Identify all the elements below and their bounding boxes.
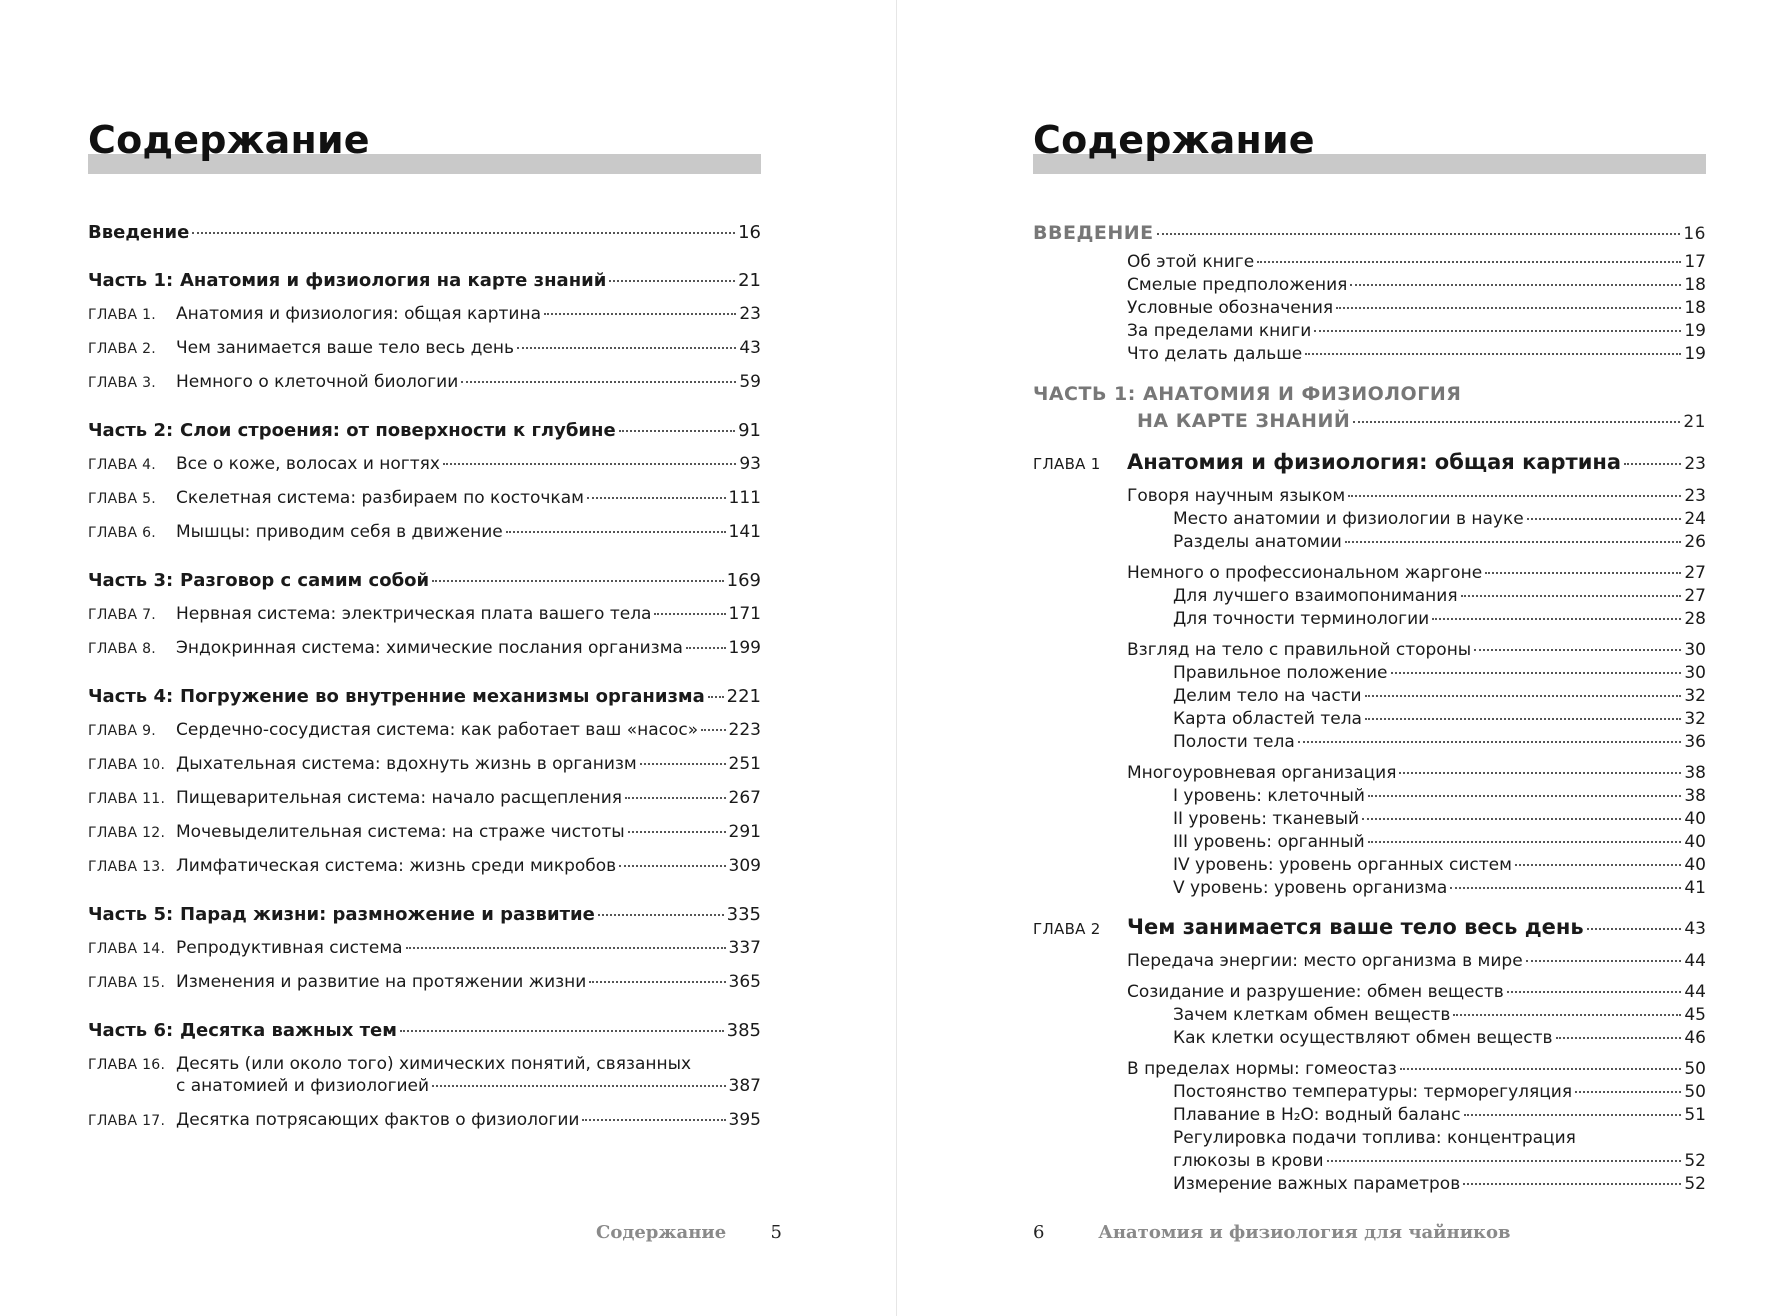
toc-chapter-title: Репродуктивная система — [176, 938, 403, 958]
toc-part[interactable] — [88, 270, 761, 304]
toc-chapter-title: Мышцы: приводим себя в движение — [176, 522, 503, 542]
leader-dots — [1432, 618, 1681, 620]
part-label: Часть 6: — [88, 1020, 174, 1041]
section-item-title: Созидание и разрушение: обмен веществ — [1127, 982, 1504, 1002]
left-footer — [596, 1222, 782, 1243]
chapter-label: ГЛАВА 13. — [88, 859, 166, 875]
toc-chapter-page: 199 — [728, 638, 761, 658]
toc-chapter[interactable] — [88, 638, 761, 672]
leader-dots — [1157, 233, 1681, 235]
subsection-item-page: 52 — [1684, 1174, 1706, 1194]
intro-item-page: 19 — [1684, 321, 1706, 341]
section-item-page: 38 — [1684, 763, 1706, 783]
subsection-item-title: Полости тела — [1173, 732, 1295, 752]
toc-part-title: Анатомия и физиология на карте знаний — [180, 270, 607, 291]
toc-chapter-page: 291 — [728, 822, 761, 842]
intro-item[interactable] — [1033, 321, 1706, 344]
right-footer-title: Анатомия и физиология для чайников — [1098, 1222, 1511, 1243]
toc-chapter-page: 223 — [728, 720, 761, 740]
subsection-item-title: Для лучшего взаимопонимания — [1173, 586, 1458, 606]
toc-chapter[interactable] — [88, 304, 761, 338]
subsection-item[interactable] — [1033, 809, 1706, 832]
toc-part-title: Парад жизни: размножение и развитие — [180, 904, 595, 925]
leader-dots — [1368, 795, 1681, 797]
leader-dots — [1464, 1114, 1682, 1116]
chapter2-title: Чем занимается ваше тело весь день — [1127, 915, 1584, 939]
leader-dots — [443, 463, 736, 465]
chapter-label: ГЛАВА 5. — [88, 491, 157, 507]
subsection-item-page: 26 — [1684, 532, 1706, 552]
leader-dots — [1298, 741, 1682, 743]
toc-chapter-title: Десятка потрясающих фактов о физиологии — [176, 1110, 580, 1130]
part1-line2: НА КАРТЕ ЗНАНИЙ — [1137, 410, 1351, 432]
subsection-item[interactable] — [1033, 1151, 1706, 1174]
toc-chapter[interactable] — [88, 372, 761, 406]
part-label: Часть 4: — [88, 686, 174, 707]
leader-dots — [544, 313, 736, 315]
subsection-item[interactable] — [1033, 855, 1706, 878]
chapter1-title: Анатомия и физиология: общая картина — [1127, 450, 1622, 474]
subsection-item-page: 27 — [1684, 586, 1706, 606]
chapter-line2 — [88, 1076, 761, 1110]
leader-dots — [625, 797, 726, 799]
toc-chapter[interactable] — [88, 454, 761, 488]
subsection-line1[interactable]: Регулировка подачи топлива: концентрация — [1173, 1128, 1576, 1148]
leader-dots — [619, 865, 725, 867]
leader-dots — [589, 981, 725, 983]
toc-chapter-page: 365 — [728, 972, 761, 992]
right-heading — [1033, 118, 1706, 182]
leader-dots — [461, 381, 736, 383]
intro-item[interactable] — [1033, 344, 1706, 367]
toc-chapter[interactable] — [88, 938, 761, 972]
chapter-label: ГЛАВА 17. — [88, 1113, 166, 1129]
subsection-item[interactable] — [1033, 786, 1706, 809]
toc-part1-caps[interactable] — [1033, 383, 1706, 440]
subsection-item[interactable] — [1033, 686, 1706, 709]
subsection-item-page: 36 — [1684, 732, 1706, 752]
leader-dots — [1453, 1014, 1681, 1016]
toc-part-title: Десятка важных тем — [180, 1020, 397, 1041]
toc-chapter-page: 111 — [728, 488, 761, 508]
toc-chapter-page: 251 — [728, 754, 761, 774]
subsection-item-title: Как клетки осуществляют обмен веществ — [1173, 1028, 1553, 1048]
subsection-item[interactable] — [1033, 1174, 1706, 1197]
subsection-item-page: 40 — [1684, 809, 1706, 829]
subsection-item[interactable] — [1033, 709, 1706, 732]
chapter2-label: ГЛАВА 2 — [1033, 920, 1101, 938]
chapter-label: ГЛАВА 7. — [88, 607, 157, 623]
subsection-item-title: глюкозы в крови — [1173, 1151, 1324, 1171]
intro-item[interactable] — [1033, 275, 1706, 298]
subsection-item-title: V уровень: уровень организма — [1173, 878, 1448, 898]
toc-chapter[interactable] — [88, 788, 761, 822]
leader-dots — [432, 1085, 725, 1087]
subsection-item[interactable] — [1033, 509, 1706, 532]
chapter-label: ГЛАВА 3. — [88, 375, 157, 391]
toc-part[interactable] — [88, 420, 761, 454]
toc-chapter-title: Все о коже, волосах и ногтях — [176, 454, 440, 474]
chapter1-sections — [1033, 486, 1792, 901]
toc-intro-caps-page: 16 — [1683, 224, 1706, 244]
chapter-label: ГЛАВА 11. — [88, 791, 166, 807]
subsection-item-title: Плавание в H₂O: водный баланс — [1173, 1105, 1461, 1125]
subsection-item-page: 52 — [1684, 1151, 1706, 1171]
subsection-item-page: 28 — [1684, 609, 1706, 629]
leader-dots — [1365, 695, 1682, 697]
right-page-title: Содержание — [1033, 118, 1315, 162]
toc-part-page: 221 — [726, 686, 761, 707]
toc-part[interactable] — [88, 904, 761, 938]
intro-item[interactable] — [1033, 252, 1706, 275]
part1-line1: ЧАСТЬ 1: АНАТОМИЯ И ФИЗИОЛОГИЯ — [1033, 383, 1462, 405]
section-item[interactable] — [1033, 640, 1706, 663]
toc-chapter[interactable] — [88, 1110, 761, 1144]
toc-chapter-title: Сердечно-сосудистая система: как работает ваш «насос» — [176, 720, 699, 740]
subsection-item-page: 50 — [1684, 1082, 1706, 1102]
subsection-item-title: Правильное положение — [1173, 663, 1388, 683]
section-item[interactable] — [1033, 486, 1706, 509]
section-item-page: 50 — [1684, 1059, 1706, 1079]
toc-chapter[interactable] — [88, 822, 761, 856]
subsection-item-page: 46 — [1684, 1028, 1706, 1048]
section-item-page: 44 — [1684, 951, 1706, 971]
subsection-item[interactable] — [1033, 1005, 1706, 1028]
intro-item-page: 18 — [1684, 275, 1706, 295]
toc-chapter-page: 59 — [739, 372, 761, 392]
leader-dots — [1391, 672, 1682, 674]
leader-dots — [1527, 518, 1682, 520]
toc-chapter-title: Нервная система: электрическая плата вашего тела — [176, 604, 652, 624]
section-item-title: Взгляд на тело с правильной стороны — [1127, 640, 1472, 660]
leader-dots — [1314, 330, 1681, 332]
leader-dots — [1463, 1183, 1681, 1185]
intro-item-title: Об этой книге — [1127, 252, 1255, 272]
leader-dots — [406, 947, 726, 949]
subsection-item[interactable] — [1033, 732, 1706, 755]
toc-chapter[interactable] — [88, 604, 761, 638]
leader-dots — [701, 729, 725, 731]
section-item[interactable] — [1033, 951, 1706, 974]
toc-chapter[interactable] — [88, 488, 761, 522]
toc-chapter[interactable] — [88, 1054, 761, 1110]
toc-chapter[interactable] — [88, 522, 761, 556]
toc-part-page: 21 — [738, 270, 761, 291]
chapter-title-line2: с анатомией и физиологией — [176, 1076, 430, 1096]
toc-chapter-page: 309 — [728, 856, 761, 876]
right-page — [896, 0, 1792, 1316]
subsection-item-title: III уровень: органный — [1173, 832, 1365, 852]
leader-dots — [640, 763, 726, 765]
toc-chapter-page: 93 — [739, 454, 761, 474]
toc-part[interactable] — [88, 1020, 761, 1054]
toc-chapter-title: Эндокринная система: химические послания организма — [176, 638, 683, 658]
section-item-page: 44 — [1684, 982, 1706, 1002]
subsection-item-title: Измерение важных параметров — [1173, 1174, 1461, 1194]
leader-dots — [1368, 841, 1682, 843]
toc-chapter-title: Чем занимается ваше тело весь день — [176, 338, 515, 358]
leader-dots — [1526, 960, 1682, 962]
subsection-item[interactable] — [1033, 586, 1706, 609]
toc-chapter-title: Дыхательная система: вдохнуть жизнь в организм — [176, 754, 637, 774]
chapter-label: ГЛАВА 14. — [88, 941, 166, 957]
chapter-page: 387 — [728, 1076, 761, 1096]
toc-part-title: Слои строения: от поверхности к глубине — [180, 420, 616, 441]
chapter-line1 — [88, 1054, 761, 1076]
chapter-label: ГЛАВА 2. — [88, 341, 157, 357]
toc-chapter-page: 337 — [728, 938, 761, 958]
toc-chapter-title: Скелетная система: разбираем по косточкам — [176, 488, 584, 508]
subsection-item[interactable] — [1033, 532, 1706, 555]
subsection-item-title: II уровень: тканевый — [1173, 809, 1360, 829]
leader-dots — [587, 497, 726, 499]
leader-dots — [1345, 541, 1682, 543]
leader-dots — [609, 280, 735, 282]
section-item-page: 30 — [1684, 640, 1706, 660]
left-footer-title: Содержание — [596, 1222, 727, 1243]
leader-dots — [506, 531, 726, 533]
toc-chapter-page: 23 — [739, 304, 761, 324]
leader-dots — [619, 430, 735, 432]
chapter1-label: ГЛАВА 1 — [1033, 455, 1101, 473]
leader-dots — [1507, 991, 1682, 993]
toc-chapter-page: 267 — [728, 788, 761, 808]
part1-page: 21 — [1683, 412, 1706, 432]
toc-intro-title: Введение — [88, 222, 190, 243]
left-page-title: Содержание — [88, 118, 370, 162]
leader-dots — [192, 232, 735, 234]
subsection-item[interactable] — [1033, 1105, 1706, 1128]
leader-dots — [1399, 772, 1681, 774]
subsection-item-page: 45 — [1684, 1005, 1706, 1025]
chapter-label: ГЛАВА 9. — [88, 723, 157, 739]
intro-items — [1033, 252, 1792, 367]
leader-dots — [1556, 1037, 1682, 1039]
subsection-item[interactable] — [1033, 609, 1706, 632]
part-label: Часть 1: — [88, 270, 174, 291]
subsection-item[interactable] — [1033, 1082, 1706, 1105]
left-heading — [88, 118, 761, 182]
toc-chapter-page: 171 — [728, 604, 761, 624]
section-item[interactable] — [1033, 982, 1706, 1005]
toc-parts — [88, 270, 896, 1144]
intro-item-page: 18 — [1684, 298, 1706, 318]
chapter-label: ГЛАВА 1. — [88, 307, 157, 323]
toc-part-page: 91 — [738, 420, 761, 441]
leader-dots — [708, 696, 724, 698]
leader-dots — [654, 613, 725, 615]
leader-dots — [1485, 572, 1681, 574]
subsection-item-page: 24 — [1684, 509, 1706, 529]
toc-chapter-title: Изменения и развитие на протяжении жизни — [176, 972, 587, 992]
toc-chapter-title: Лимфатическая система: жизнь среди микробов — [176, 856, 617, 876]
leader-dots — [628, 831, 726, 833]
subsection-item[interactable] — [1033, 1028, 1706, 1051]
subsection-item-page: 30 — [1684, 663, 1706, 683]
toc-part-page: 385 — [726, 1020, 761, 1041]
leader-dots — [1587, 928, 1682, 930]
toc-part-page: 169 — [726, 570, 761, 591]
chapter-title-line1: Десять (или около того) химических понятий, связанных — [176, 1054, 692, 1074]
right-footer — [1033, 1222, 1511, 1243]
toc-part[interactable] — [88, 570, 761, 604]
intro-item-page: 19 — [1684, 344, 1706, 364]
subsection-item-title: Постоянство температуры: терморегуляция — [1173, 1082, 1573, 1102]
intro-item[interactable] — [1033, 298, 1706, 321]
chapter-label: ГЛАВА 4. — [88, 457, 157, 473]
leader-dots — [1461, 595, 1682, 597]
subsection-item-page: 41 — [1684, 878, 1706, 898]
chapter-label: ГЛАВА 10. — [88, 757, 166, 773]
toc-chapter-title: Анатомия и физиология: общая картина — [176, 304, 542, 324]
subsection-item[interactable] — [1033, 832, 1706, 855]
chapter-label: ГЛАВА 12. — [88, 825, 166, 841]
chapter2-page: 43 — [1684, 919, 1706, 939]
subsection-item-title: I уровень: клеточный — [1173, 786, 1365, 806]
leader-dots — [1305, 353, 1681, 355]
leader-dots — [517, 347, 736, 349]
toc-chapter[interactable] — [88, 856, 761, 890]
section-item-title: Многоуровневая организация — [1127, 763, 1397, 783]
toc-intro-page: 16 — [738, 222, 761, 243]
leader-dots — [1365, 718, 1681, 720]
chapter2-sections — [1033, 951, 1792, 1197]
toc-chapter-page: 43 — [739, 338, 761, 358]
intro-item-title: Смелые предположения — [1127, 275, 1348, 295]
toc-part[interactable] — [88, 686, 761, 720]
section-item-page: 23 — [1684, 486, 1706, 506]
section-item-title: В пределах нормы: гомеостаз — [1127, 1059, 1397, 1079]
subsection-item-page: 40 — [1684, 855, 1706, 875]
leader-dots — [598, 914, 724, 916]
section-item[interactable] — [1033, 763, 1706, 786]
intro-item-page: 17 — [1684, 252, 1706, 272]
leader-dots — [1348, 495, 1681, 497]
part-label: Часть 2: — [88, 420, 174, 441]
leader-dots — [1257, 261, 1681, 263]
toc-chapter-title: Мочевыделительная система: на страже чистоты — [176, 822, 625, 842]
subsection-item-page: 32 — [1684, 709, 1706, 729]
subsection-item-page: 32 — [1684, 686, 1706, 706]
leader-dots — [1336, 307, 1681, 309]
chapter-label: ГЛАВА 16. — [88, 1057, 166, 1073]
leader-dots — [582, 1119, 725, 1121]
toc-chapter-title: Пищеварительная система: начало расщепления — [176, 788, 622, 808]
leader-dots — [1362, 818, 1681, 820]
left-footer-page: 5 — [770, 1222, 782, 1243]
leader-dots — [1624, 463, 1681, 465]
subsection-item-title: Карта областей тела — [1173, 709, 1362, 729]
leader-dots — [400, 1030, 724, 1032]
toc-intro-caps-title: ВВЕДЕНИЕ — [1033, 222, 1154, 244]
leader-dots — [1353, 421, 1680, 423]
chapter-label: ГЛАВА 8. — [88, 641, 157, 657]
subsection-item-title: Зачем клеткам обмен веществ — [1173, 1005, 1451, 1025]
subsection-item-title: Делим тело на части — [1173, 686, 1362, 706]
right-footer-page: 6 — [1033, 1222, 1045, 1243]
subsection-item[interactable] — [1033, 663, 1706, 686]
part-label: Часть 5: — [88, 904, 174, 925]
toc-chapter[interactable] — [88, 754, 761, 788]
leader-dots — [1450, 887, 1681, 889]
subsection-item-title: IV уровень: уровень органных систем — [1173, 855, 1512, 875]
leader-dots — [1400, 1068, 1682, 1070]
part-label: Часть 3: — [88, 570, 174, 591]
leader-dots — [1350, 284, 1681, 286]
section-item-title: Немного о профессиональном жаргоне — [1127, 563, 1483, 583]
subsection-item-title: Место анатомии и физиологии в науке — [1173, 509, 1524, 529]
toc-part-page: 335 — [726, 904, 761, 925]
toc-chapter[interactable] — [88, 720, 761, 754]
toc-chapter[interactable] — [88, 338, 761, 372]
toc-chapter-page: 141 — [728, 522, 761, 542]
toc-intro[interactable] — [88, 222, 761, 256]
toc-chapter2[interactable] — [1033, 915, 1706, 951]
toc-chapter-page: 395 — [728, 1110, 761, 1130]
toc-part-title: Разговор с самим собой — [180, 570, 430, 591]
toc-chapter-title: Немного о клеточной биологии — [176, 372, 459, 392]
section-item-title: Говоря научным языком — [1127, 486, 1346, 506]
section-item[interactable] — [1033, 1059, 1706, 1082]
toc-chapter[interactable] — [88, 972, 761, 1006]
toc-part-title: Погружение во внутренние механизмы организма — [180, 686, 705, 707]
leader-dots — [1474, 649, 1681, 651]
intro-item-title: Условные обозначения — [1127, 298, 1334, 318]
section-item-page: 27 — [1684, 563, 1706, 583]
subsection-item-title: Для точности терминологии — [1173, 609, 1430, 629]
leader-dots — [1327, 1160, 1682, 1162]
leader-dots — [1515, 864, 1681, 866]
section-item-title: Передача энергии: место организма в мире — [1127, 951, 1523, 971]
section-item[interactable] — [1033, 563, 1706, 586]
leader-dots — [432, 580, 724, 582]
part1-line2-row — [1033, 410, 1706, 440]
subsection-item-page: 38 — [1684, 786, 1706, 806]
leader-dots — [1575, 1091, 1681, 1093]
toc-intro-caps[interactable] — [1033, 222, 1706, 252]
chapter-label: ГЛАВА 6. — [88, 525, 157, 541]
intro-item-title: Что делать дальше — [1127, 344, 1303, 364]
subsection-item-page: 40 — [1684, 832, 1706, 852]
chapter1-page: 23 — [1684, 454, 1706, 474]
intro-item-title: За пределами книги — [1127, 321, 1312, 341]
subsection-item-page: 51 — [1684, 1105, 1706, 1125]
chapter-label: ГЛАВА 15. — [88, 975, 166, 991]
toc-chapter1[interactable] — [1033, 450, 1706, 486]
subsection-item[interactable] — [1033, 878, 1706, 901]
subsection-item-title: Разделы анатомии — [1173, 532, 1342, 552]
leader-dots — [686, 647, 726, 649]
